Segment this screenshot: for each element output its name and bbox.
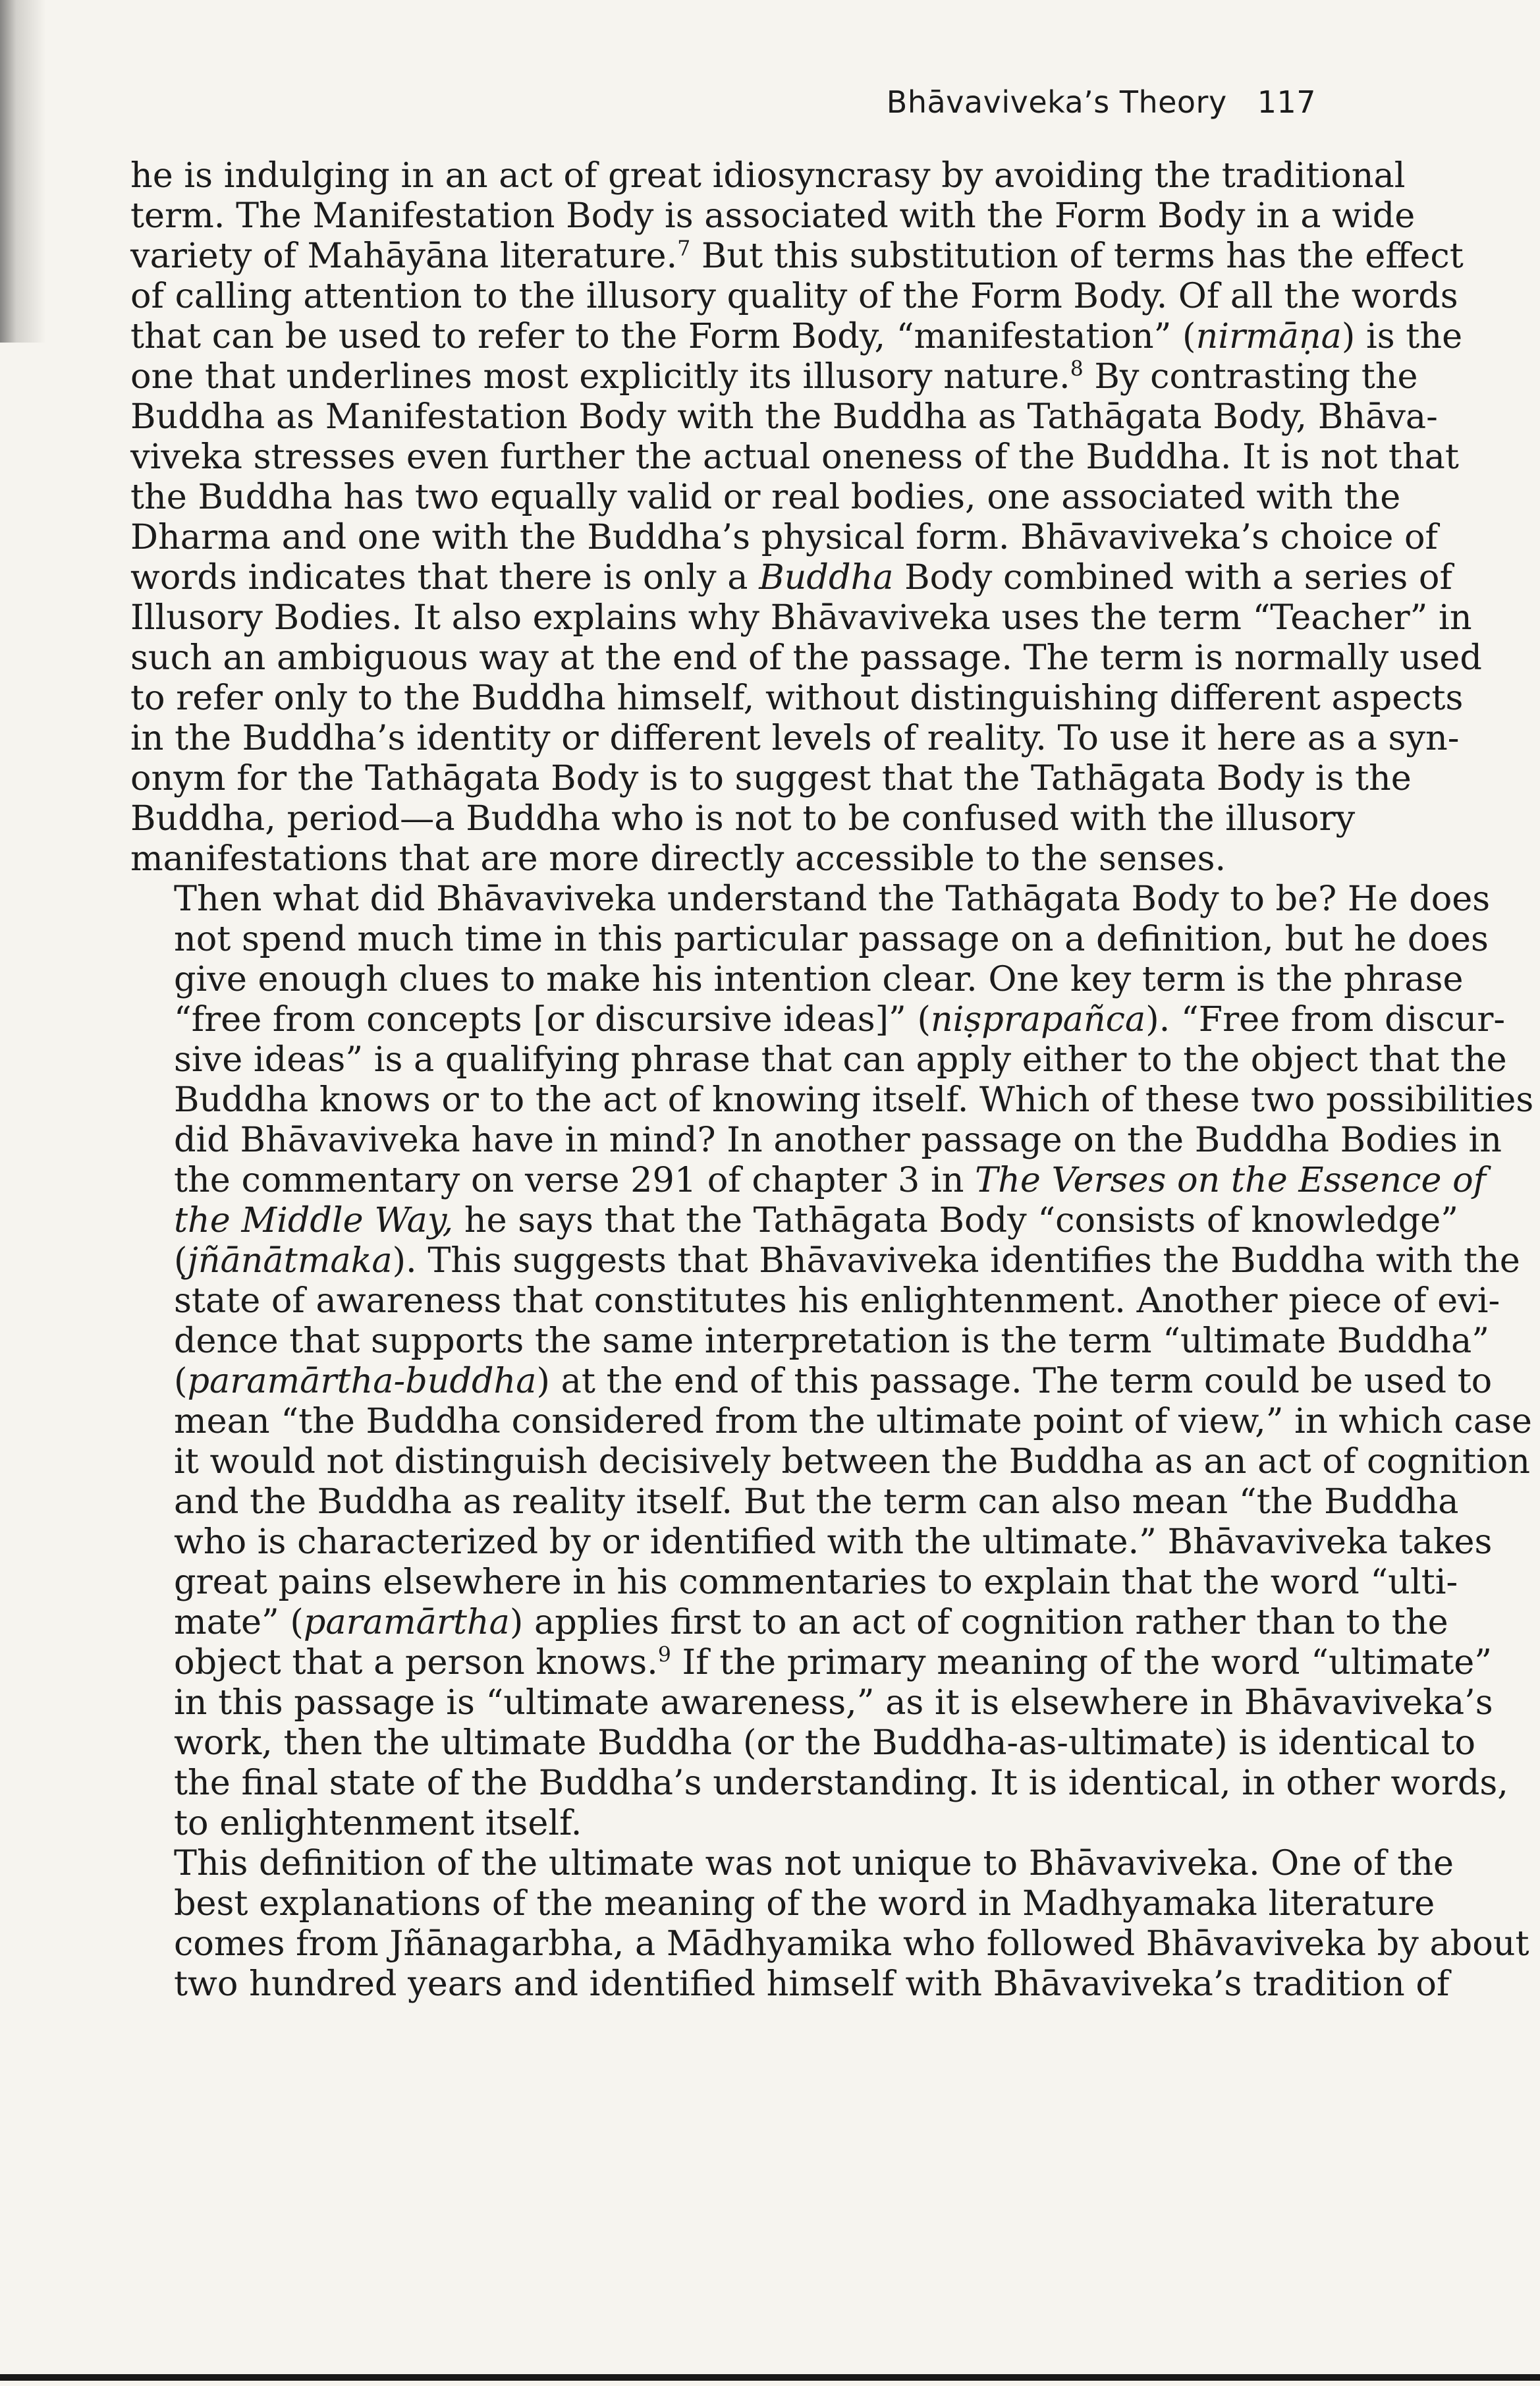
page-number: 117 — [1257, 84, 1316, 120]
text-line: Buddha knows or to the act of knowing itself. Which of these two possibilities — [174, 1080, 1534, 1120]
text-line: great pains elsewhere in his commentaries to explain that the word “ulti- — [174, 1562, 1458, 1602]
text-line: work, then the ultimate Buddha (or the Buddha-as-ultimate) is identical to — [174, 1723, 1476, 1763]
text-line: that can be used to refer to the Form Body, “manifestation” (nirmāṇa) is the — [130, 316, 1463, 356]
text-line: term. The Manifestation Body is associated with the Form Body in a wide — [130, 196, 1416, 236]
text-line: Then what did Bhāvaviveka understand the Tathāgata Body to be? He does — [174, 879, 1491, 919]
text-line: he is indulging in an act of great idiosyncrasy by avoiding the traditional — [130, 155, 1406, 196]
text-line: viveka stresses even further the actual oneness of the Buddha. It is not that — [130, 437, 1459, 477]
running-head-title: Bhāvaviveka’s Theory — [886, 84, 1227, 120]
text-line: the final state of the Buddha’s understanding. It is identical, in other words, — [174, 1763, 1508, 1803]
text-line: one that underlines most explicitly its illusory nature.$^8$ By contrasting the — [130, 356, 1418, 397]
text-line: mean “the Buddha considered from the ultimate point of view,” in which case — [174, 1401, 1532, 1441]
text-line: of calling attention to the illusory quality of the Form Body. Of all the words — [130, 276, 1458, 316]
body-text — [130, 155, 1534, 2004]
text-line: (jñānātmaka). This suggests that Bhāvaviveka identifies the Buddha with the — [174, 1240, 1520, 1281]
text-line: the Buddha has two equally valid or real bodies, one associated with the — [130, 477, 1401, 517]
text-line: (paramārtha-buddha) at the end of this passage. The term could be used to — [174, 1361, 1493, 1401]
paragraph — [130, 155, 1482, 879]
paragraph — [130, 879, 1534, 1843]
text-line: not spend much time in this particular passage on a definition, but he does — [174, 919, 1489, 959]
running-head — [887, 84, 1316, 120]
text-line: did Bhāvaviveka have in mind? In another passage on the Buddha Bodies in — [174, 1120, 1502, 1160]
text-line: Buddha, period—a Buddha who is not to be confused with the illusory — [130, 798, 1356, 839]
text-line: onym for the Tathāgata Body is to suggest that the Tathāgata Body is the — [130, 758, 1412, 798]
text-line: who is characterized by or identified with the ultimate.” Bhāvaviveka takes — [174, 1522, 1493, 1562]
text-line: “free from concepts [or discursive ideas]” (niṣprapañca). “Free from discur- — [174, 999, 1506, 1040]
text-line: state of awareness that constitutes his enlightenment. Another piece of evi- — [174, 1281, 1500, 1321]
text-line: Buddha as Manifestation Body with the Buddha as Tathāgata Body, Bhāva- — [130, 397, 1438, 437]
text-line: the Middle Way, he says that the Tathāgata Body “consists of knowledge” — [174, 1200, 1458, 1240]
text-line: to refer only to the Buddha himself, without distinguishing different aspects — [130, 678, 1464, 718]
text-line: in the Buddha’s identity or different levels of reality. To use it here as a syn- — [130, 718, 1460, 758]
text-line: in this passage is “ultimate awareness,” as it is elsewhere in Bhāvaviveka’s — [174, 1682, 1493, 1723]
text-line: variety of Mahāyāna literature.$^7$ But this substitution of terms has the effect — [130, 236, 1464, 276]
text-line: comes from Jñānagarbha, a Mādhyamika who followed Bhāvaviveka by about — [174, 1924, 1529, 1964]
text-line: give enough clues to make his intention clear. One key term is the phrase — [174, 959, 1464, 999]
text-line: dence that supports the same interpretation is the term “ultimate Buddha” — [174, 1321, 1490, 1361]
text-line: to enlightenment itself. — [174, 1803, 582, 1843]
text-line: two hundred years and identified himself with Bhāvaviveka’s tradition of — [174, 1964, 1450, 2004]
text-line: best explanations of the meaning of the word in Madhyamaka literature — [174, 1883, 1435, 1924]
text-line: This definition of the ultimate was not unique to Bhāvaviveka. One of the — [174, 1843, 1454, 1883]
text-line: sive ideas” is a qualifying phrase that can apply either to the object that the — [174, 1040, 1507, 1080]
text-line: Dharma and one with the Buddha’s physical form. Bhāvaviveka’s choice of — [130, 517, 1438, 557]
paragraph — [130, 1843, 1529, 2004]
text-line: mate” (paramārtha) applies first to an act of cognition rather than to the — [174, 1602, 1448, 1642]
text-line: Illusory Bodies. It also explains why Bhāvaviveka uses the term “Teacher” in — [130, 597, 1472, 638]
text-line: manifestations that are more directly accessible to the senses. — [130, 839, 1226, 879]
text-line: it would not distinguish decisively between the Buddha as an act of cognition — [174, 1441, 1530, 1482]
scan-bottom-edge — [0, 2374, 1540, 2381]
text-line: and the Buddha as reality itself. But the term can also mean “the Buddha — [174, 1482, 1459, 1522]
scan-shadow-edge — [0, 0, 46, 343]
text-line: object that a person knows.$^9$ If the primary meaning of the word “ultimate” — [174, 1642, 1493, 1682]
text-line: words indicates that there is only a Buddha Body combined with a series of — [130, 557, 1452, 597]
text-line: the commentary on verse 291 of chapter 3 in The Verses on the Essence of — [174, 1160, 1487, 1200]
text-line: such an ambiguous way at the end of the passage. The term is normally used — [130, 638, 1482, 678]
